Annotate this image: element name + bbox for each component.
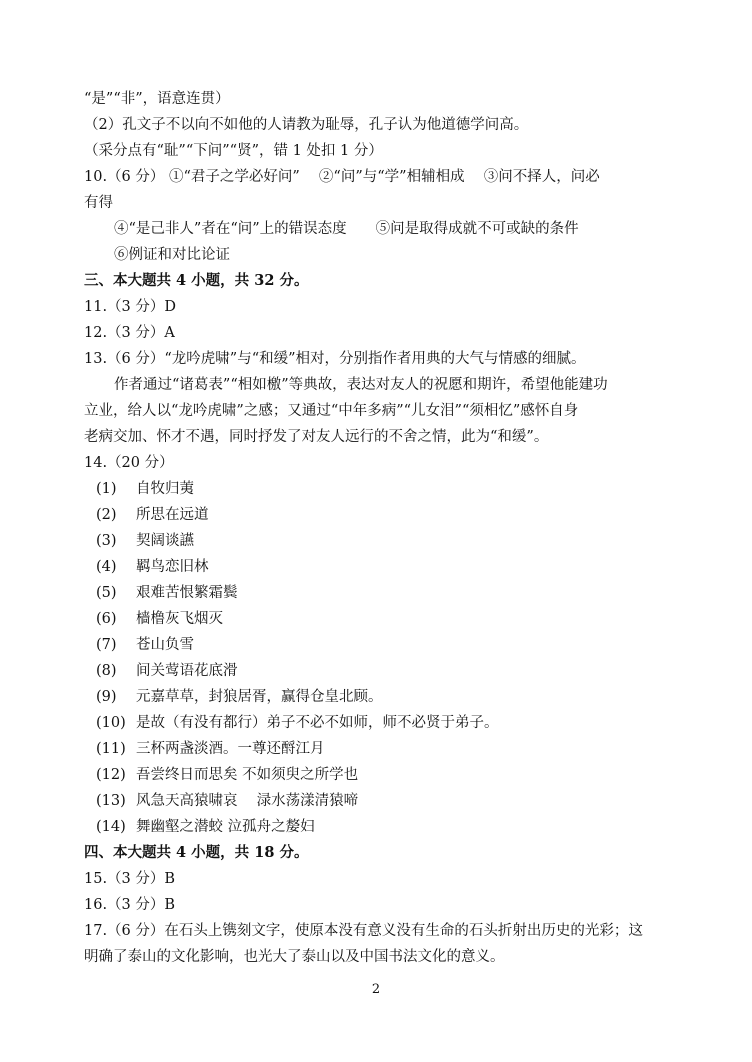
list-item: [96, 816, 682, 838]
text-line: 有得: [84, 195, 113, 211]
item-text: 樯橹灰飞烟灭: [136, 611, 223, 627]
list-item: [96, 764, 682, 786]
item-number: (3): [96, 533, 117, 549]
list-item: [96, 478, 682, 500]
item-text: 苍山负雪: [136, 637, 194, 653]
page-number: 2: [371, 982, 381, 997]
item-text: 间关莺语花底滑: [136, 663, 238, 679]
list-item: [96, 738, 682, 760]
text-line: （采分点有“耻”“下问”“贤”，错 1 处扣 1 分）: [84, 143, 383, 159]
text-line: 立业，给人以“龙吟虎啸”之感；又通过“中年多病”“儿女泪”“须相忆”感怀自身: [84, 403, 579, 419]
item-number: (5): [96, 585, 117, 601]
list-item: [96, 634, 682, 656]
answer-14-heading: 14.（20 分）: [84, 455, 174, 471]
list-item: [96, 712, 682, 734]
item-number: (1): [96, 481, 117, 497]
text-line: 明确了泰山的文化影响，也光大了泰山以及中国书法文化的意义。: [84, 949, 505, 965]
section-heading: 三、本大题共 4 小题，共 32 分。: [84, 272, 309, 289]
item-text: 契阔谈讌: [136, 533, 194, 549]
answer-16: 16.（3 分）B: [84, 897, 176, 913]
list-item: [96, 608, 682, 630]
item-number: (7): [96, 637, 117, 653]
list-item: [96, 660, 682, 682]
item-number: (2): [96, 507, 117, 523]
item-number: (11): [96, 741, 126, 757]
item-text: 舞幽壑之潜蛟 泣孤舟之嫠妇: [136, 819, 315, 835]
list-item: [96, 686, 682, 708]
item-number: (14): [96, 819, 126, 835]
answer-17: 17.（6 分）在石头上镌刻文字，使原本没有意义没有生命的石头折射出历史的光彩；这: [84, 923, 643, 939]
text-line: （2）孔文子不以向不如他的人请教为耻辱，孔子认为他道德学问高。: [84, 117, 529, 133]
item-text: 是故（有没有都行）弟子不必不如师，师不必贤于弟子。: [136, 715, 499, 731]
section-heading: 四、本大题共 4 小题，共 18 分。: [84, 844, 309, 861]
item-number: (12): [96, 767, 126, 783]
item-text: 羁鸟恋旧林: [136, 559, 209, 575]
item-number: (6): [96, 611, 117, 627]
item-number: (10): [96, 715, 126, 731]
item-number: (9): [96, 689, 117, 705]
question-10-line: 10.（6 分） ①“君子之学必好问” ②“问”与“学”相辅相成 ③问不择人，问必: [84, 169, 600, 185]
list-item: [96, 530, 682, 552]
list-item: [96, 582, 682, 604]
text-line: “是”“非”，语意连贯）: [84, 91, 230, 107]
answer-11: 11.（3 分）D: [84, 299, 177, 315]
item-text: 元嘉草草，封狼居胥，赢得仓皇北顾。: [136, 689, 383, 705]
item-text: 所思在远道: [136, 507, 209, 523]
item-number: (13): [96, 793, 126, 809]
list-item: [96, 790, 682, 812]
text-line: 老病交加、怀才不遇，同时抒发了对友人远行的不舍之情，此为“和缓”。: [84, 429, 549, 445]
item-text: 吾尝终日而思矣 不如须臾之所学也: [136, 767, 359, 783]
item-number: (8): [96, 663, 117, 679]
text-line: ④“是己非人”者在“问”上的错误态度 ⑤问是取得成就不可或缺的条件: [114, 221, 579, 237]
answer-12: 12.（3 分）A: [84, 325, 175, 341]
item-text: 自牧归荑: [136, 481, 194, 497]
item-text: 艰难苦恨繁霜鬓: [136, 585, 238, 601]
item-text: 三杯两盏淡酒。一尊还酹江月: [136, 741, 325, 757]
answer-15: 15.（3 分）B: [84, 871, 176, 887]
item-number: (4): [96, 559, 117, 575]
item-text: 风急天高猿啸哀 渌水荡漾清猿啼: [136, 793, 359, 809]
list-item: [96, 504, 682, 526]
text-line: ⑥例证和对比论证: [114, 247, 230, 263]
answer-13: 13.（6 分）“龙吟虎啸”与“和缓”相对，分别指作者用典的大气与情感的细腻。: [84, 351, 586, 367]
text-line: 作者通过“诸葛表”“相如檄”等典故，表达对友人的祝愿和期许，希望他能建功: [114, 377, 608, 393]
list-item: [96, 556, 682, 578]
